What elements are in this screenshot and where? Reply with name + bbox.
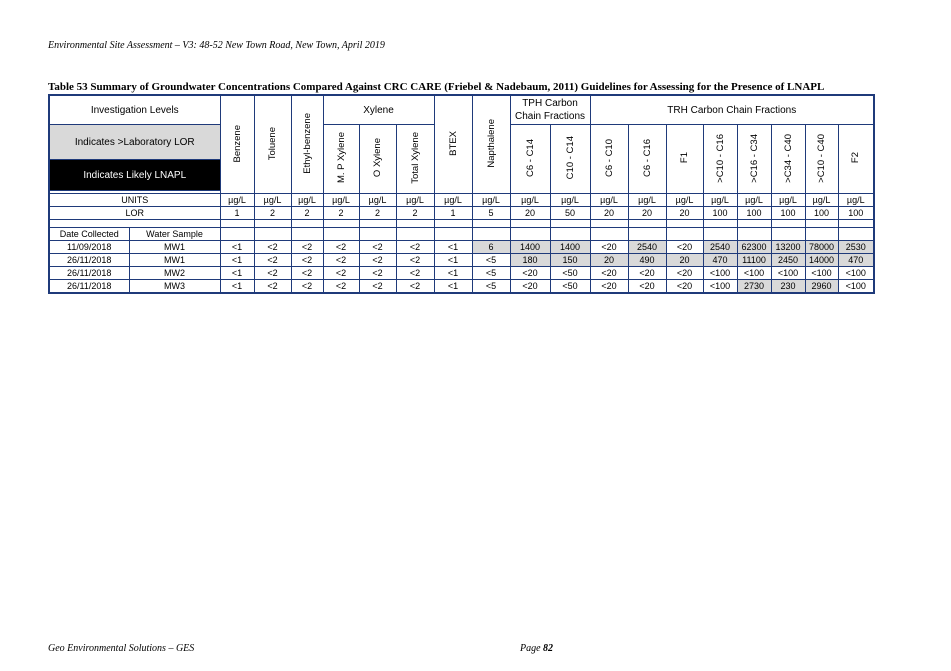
value-cell: <20 [666, 280, 703, 294]
value-cell: <2 [254, 241, 291, 254]
blank-cell [434, 228, 472, 241]
value-cell: <2 [396, 267, 434, 280]
value-cell: 2450 [771, 254, 805, 267]
units-cell: µg/L [472, 194, 510, 207]
value-cell: <2 [291, 280, 323, 294]
blank-cell [323, 220, 359, 228]
col-header: C6 - C14 [510, 125, 550, 194]
lor-cell: 20 [666, 207, 703, 220]
page-label: Page [520, 643, 541, 654]
value-cell: 2540 [628, 241, 666, 254]
blank-cell [550, 220, 590, 228]
lor-cell: 20 [628, 207, 666, 220]
value-cell: <5 [472, 254, 510, 267]
blank-cell [628, 220, 666, 228]
col-header: C6 - C10 [590, 125, 628, 194]
col-header: F2 [838, 125, 874, 194]
value-cell: 230 [771, 280, 805, 294]
units-cell: µg/L [254, 194, 291, 207]
value-cell: <2 [254, 254, 291, 267]
water-sample-header: Water Sample [129, 228, 220, 241]
value-cell: <1 [434, 280, 472, 294]
lor-cell: 100 [771, 207, 805, 220]
units-cell: µg/L [396, 194, 434, 207]
lor-cell: 100 [805, 207, 838, 220]
value-cell: <2 [323, 241, 359, 254]
blank-cell [805, 228, 838, 241]
col-header: M. P Xylene [323, 125, 359, 194]
blank-cell [590, 220, 628, 228]
lor-cell: 2 [396, 207, 434, 220]
value-cell: <50 [550, 280, 590, 294]
value-cell: 13200 [771, 241, 805, 254]
value-cell: <2 [291, 241, 323, 254]
value-cell: <2 [396, 254, 434, 267]
date-cell: 11/09/2018 [49, 241, 129, 254]
blank-cell [628, 228, 666, 241]
value-cell: 470 [838, 254, 874, 267]
blank-cell [590, 228, 628, 241]
value-cell: <20 [510, 267, 550, 280]
col-header: F1 [666, 125, 703, 194]
blank-cell [771, 220, 805, 228]
blank-cell [49, 220, 220, 228]
value-cell: <2 [254, 280, 291, 294]
value-cell: <20 [590, 267, 628, 280]
value-cell: 20 [590, 254, 628, 267]
blank-cell [510, 220, 550, 228]
value-cell: <20 [666, 241, 703, 254]
sample-cell: MW3 [129, 280, 220, 294]
value-cell: <2 [323, 254, 359, 267]
lor-cell: 100 [838, 207, 874, 220]
value-cell: <20 [590, 280, 628, 294]
value-cell: <1 [220, 241, 254, 254]
blank-cell [510, 228, 550, 241]
footer-company: Geo Environmental Solutions – GES [48, 643, 195, 654]
value-cell: <20 [590, 241, 628, 254]
lor-cell: 1 [434, 207, 472, 220]
lor-cell: 20 [510, 207, 550, 220]
blank-cell [472, 228, 510, 241]
units-cell: µg/L [510, 194, 550, 207]
blank-cell [254, 220, 291, 228]
value-cell: 2730 [737, 280, 771, 294]
value-cell: <1 [220, 280, 254, 294]
lor-cell: 1 [220, 207, 254, 220]
units-cell: µg/L [838, 194, 874, 207]
value-cell: 20 [666, 254, 703, 267]
value-cell: <2 [396, 280, 434, 294]
value-cell: <20 [628, 280, 666, 294]
value-cell: 1400 [550, 241, 590, 254]
blank-cell [737, 220, 771, 228]
units-cell: µg/L [628, 194, 666, 207]
units-cell: µg/L [666, 194, 703, 207]
group-header-trh: TRH Carbon Chain Fractions [590, 95, 874, 125]
value-cell: <2 [291, 267, 323, 280]
blank-cell [359, 228, 396, 241]
blank-cell [666, 220, 703, 228]
units-cell: µg/L [771, 194, 805, 207]
blank-cell [703, 220, 737, 228]
col-header: Benzene [220, 95, 254, 194]
groundwater-table [48, 94, 875, 294]
col-header: Total Xylene [396, 125, 434, 194]
value-cell: 11100 [737, 254, 771, 267]
value-cell: 150 [550, 254, 590, 267]
blank-cell [291, 220, 323, 228]
lor-cell: 2 [359, 207, 396, 220]
col-header: >C34 - C40 [771, 125, 805, 194]
value-cell: 2960 [805, 280, 838, 294]
value-cell: 6 [472, 241, 510, 254]
page-header: Environmental Site Assessment – V3: 48-52 New Town Road, New Town, April 2019 [48, 40, 385, 51]
value-cell: <20 [666, 267, 703, 280]
value-cell: 2540 [703, 241, 737, 254]
value-cell: <20 [510, 280, 550, 294]
units-cell: µg/L [590, 194, 628, 207]
value-cell: <50 [550, 267, 590, 280]
value-cell: <100 [703, 280, 737, 294]
units-cell: µg/L [703, 194, 737, 207]
lor-cell: 5 [472, 207, 510, 220]
blank-cell [220, 228, 254, 241]
col-header: C10 - C14 [550, 125, 590, 194]
value-cell: <2 [396, 241, 434, 254]
lor-label: LOR [49, 207, 220, 220]
blank-cell [396, 220, 434, 228]
blank-cell [323, 228, 359, 241]
date-collected-header: Date Collected [49, 228, 129, 241]
sample-cell: MW1 [129, 254, 220, 267]
units-cell: µg/L [291, 194, 323, 207]
units-cell: µg/L [220, 194, 254, 207]
date-cell: 26/11/2018 [49, 267, 129, 280]
value-cell: <100 [703, 267, 737, 280]
value-cell: <2 [359, 267, 396, 280]
value-cell: <2 [254, 267, 291, 280]
value-cell: <100 [737, 267, 771, 280]
lor-cell: 20 [590, 207, 628, 220]
legend-lor-key: Indicates >Laboratory LOR [49, 125, 220, 160]
lor-cell: 2 [323, 207, 359, 220]
value-cell: <100 [838, 280, 874, 294]
blank-cell [838, 220, 874, 228]
units-cell: µg/L [805, 194, 838, 207]
blank-cell [550, 228, 590, 241]
col-header: >C10 - C16 [703, 125, 737, 194]
value-cell: <1 [434, 241, 472, 254]
lor-cell: 2 [291, 207, 323, 220]
units-cell: µg/L [359, 194, 396, 207]
sample-cell: MW1 [129, 241, 220, 254]
value-cell: <2 [291, 254, 323, 267]
value-cell: 470 [703, 254, 737, 267]
value-cell: <1 [220, 254, 254, 267]
col-header: Napthalene [472, 95, 510, 194]
units-label: UNITS [49, 194, 220, 207]
value-cell: <2 [359, 280, 396, 294]
value-cell: 2530 [838, 241, 874, 254]
col-header: BTEX [434, 95, 472, 194]
value-cell: 62300 [737, 241, 771, 254]
blank-cell [838, 228, 874, 241]
value-cell: <5 [472, 267, 510, 280]
table-row [49, 267, 874, 280]
value-cell: 1400 [510, 241, 550, 254]
value-cell: <1 [434, 254, 472, 267]
page-number: 82 [543, 643, 554, 654]
units-cell: µg/L [737, 194, 771, 207]
lor-cell: 100 [737, 207, 771, 220]
value-cell: 78000 [805, 241, 838, 254]
blank-cell [805, 220, 838, 228]
blank-cell [703, 228, 737, 241]
table-row [49, 254, 874, 267]
blank-cell [771, 228, 805, 241]
value-cell: <2 [359, 254, 396, 267]
blank-cell [396, 228, 434, 241]
blank-cell [737, 228, 771, 241]
col-header: O Xylene [359, 125, 396, 194]
value-cell: <2 [359, 241, 396, 254]
blank-cell [254, 228, 291, 241]
value-cell: <5 [472, 280, 510, 294]
blank-cell [434, 220, 472, 228]
table-row [49, 241, 874, 254]
units-cell: µg/L [434, 194, 472, 207]
lor-cell: 50 [550, 207, 590, 220]
value-cell: 14000 [805, 254, 838, 267]
legend-lnapl-key: Indicates Likely LNAPL [49, 160, 220, 191]
footer-page [520, 643, 553, 654]
date-cell: 26/11/2018 [49, 280, 129, 294]
sample-cell: MW2 [129, 267, 220, 280]
units-cell: µg/L [323, 194, 359, 207]
col-header: >C16 - C34 [737, 125, 771, 194]
value-cell: <2 [323, 280, 359, 294]
blank-cell [220, 220, 254, 228]
col-header: Ethyl-benzene [291, 95, 323, 194]
blank-cell [359, 220, 396, 228]
value-cell: <1 [220, 267, 254, 280]
blank-cell [472, 220, 510, 228]
value-cell: 180 [510, 254, 550, 267]
investigation-levels-title: Investigation Levels [49, 95, 220, 125]
group-header-xylene: Xylene [323, 95, 434, 125]
blank-cell [666, 228, 703, 241]
value-cell: <100 [805, 267, 838, 280]
table-caption: Table 53 Summary of Groundwater Concentrations Compared Against CRC CARE (Friebel & Nadebaum, 2011) Guidelines for Assessing for the Presence of LNAPL [48, 81, 825, 93]
lor-cell: 100 [703, 207, 737, 220]
value-cell: <100 [771, 267, 805, 280]
col-header: C6 - C16 [628, 125, 666, 194]
date-cell: 26/11/2018 [49, 254, 129, 267]
value-cell: 490 [628, 254, 666, 267]
value-cell: <20 [628, 267, 666, 280]
blank-cell [291, 228, 323, 241]
table-row [49, 280, 874, 294]
units-cell: µg/L [550, 194, 590, 207]
value-cell: <1 [434, 267, 472, 280]
value-cell: <2 [323, 267, 359, 280]
value-cell: <100 [838, 267, 874, 280]
lor-cell: 2 [254, 207, 291, 220]
col-header: Toluene [254, 95, 291, 194]
col-header: >C10 - C40 [805, 125, 838, 194]
group-header-tph: TPH Carbon Chain Fractions [510, 95, 590, 125]
